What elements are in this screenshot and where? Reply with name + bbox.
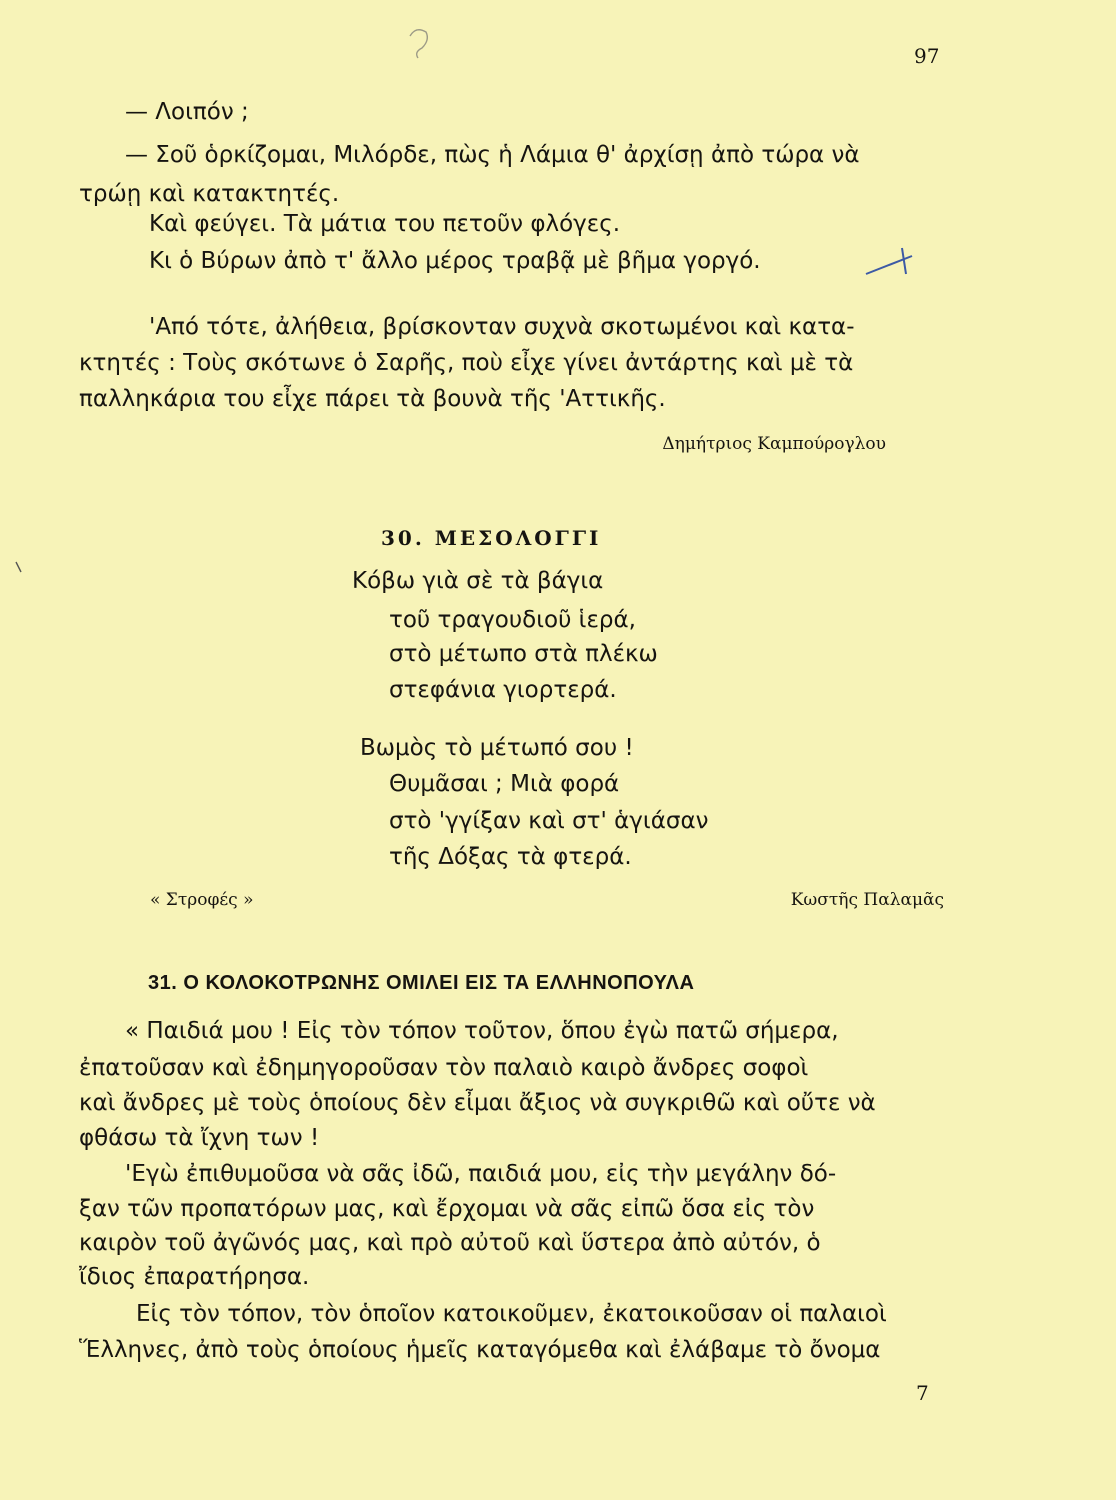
section-heading: 31. Ο ΚΟΛΟΚΟΤΡΩΝΗΣ ΟΜΙΛΕΙ ΕΙΣ ΤΑ ΕΛΛΗΝΟΠΟΥΛΑ bbox=[148, 972, 695, 994]
annotation-mark-icon bbox=[862, 244, 920, 280]
poem-line: στὸ 'γγίξαν καὶ στ' ἁγιάσαν bbox=[389, 808, 709, 834]
text-line: Εἰς τὸν τόπον, τὸν ὁποῖον κατοικοῦμεν, ἐκατοικοῦσαν οἱ παλαιοὶ bbox=[136, 1301, 887, 1327]
text-line: τρώῃ καὶ κατακτητές. bbox=[79, 181, 340, 207]
text-line: κτητές : Τοὺς σκότωνε ὁ Σαρῆς, ποὺ εἶχε γίνει ἀντάρτης καὶ μὲ τὰ bbox=[79, 350, 854, 376]
poem-line: Βωμὸς τὸ μέτωπό σου ! bbox=[360, 735, 634, 761]
poem-source: « Στροφές » bbox=[150, 890, 254, 910]
text-line: παλληκάρια του εἶχε πάρει τὰ βουνὰ τῆς 'Αττικῆς. bbox=[79, 386, 666, 412]
text-line: Ἕλληνες, ἀπὸ τοὺς ὁποίους ἡμεῖς καταγόμεθα καὶ ἐλάβαμε τὸ ὄνομα bbox=[79, 1337, 881, 1363]
text-line: καὶ ἄνδρες μὲ τοὺς ὁποίους δὲν εἶμαι ἄξιος νὰ συγκριθῶ καὶ οὔτε νὰ bbox=[79, 1090, 876, 1116]
author-signature: Κωστῆς Παλαμᾶς bbox=[790, 890, 944, 910]
margin-tick-icon bbox=[14, 560, 24, 574]
poem-line: τοῦ τραγουδιοῦ ἱερά, bbox=[389, 607, 636, 633]
section-heading: 30. ΜΕΣΟΛΟΓΓΙ bbox=[381, 526, 602, 550]
poem-line: στεφάνια γιορτερά. bbox=[389, 677, 617, 703]
text-line: καιρὸν τοῦ ἀγῶνός μας, καὶ πρὸ αὐτοῦ καὶ ὕστερα ἀπὸ αὐτόν, ὁ bbox=[79, 1230, 821, 1256]
poem-line: Κόβω γιὰ σὲ τὰ βάγια bbox=[352, 568, 604, 594]
text-line: ἐπατοῦσαν καὶ ἐδημηγοροῦσαν τὸν παλαιὸ καιρὸ ἄνδρες σοφοὶ bbox=[79, 1055, 809, 1081]
text-line: Καὶ φεύγει. Τὰ μάτια του πετοῦν φλόγες. bbox=[149, 211, 621, 237]
footer-signature-number: 7 bbox=[916, 1381, 929, 1405]
text-line: — Σοῦ ὁρκίζομαι, Μιλόρδε, πὼς ἡ Λάμια θ' ἀρχίσῃ ἀπὸ τώρα νὰ bbox=[125, 142, 860, 168]
text-line: ἴδιος ἐπαρατήρησα. bbox=[79, 1264, 310, 1290]
pencil-mark-icon bbox=[400, 22, 440, 62]
text-line: ξαν τῶν προπατόρων μας, καὶ ἔρχομαι νὰ σᾶς εἰπῶ ὅσα εἰς τὸν bbox=[79, 1196, 815, 1222]
page-number: 97 bbox=[914, 44, 940, 68]
author-signature: Δημήτριος Καμπούρογλου bbox=[662, 434, 886, 454]
poem-line: στὸ μέτωπο στὰ πλέκω bbox=[389, 641, 658, 667]
text-line: Κι ὁ Βύρων ἀπὸ τ' ἄλλο μέρος τραβᾷ μὲ βῆμα γοργό. bbox=[149, 248, 761, 274]
text-line: φθάσω τὰ ἴχνη των ! bbox=[79, 1125, 320, 1151]
poem-line: τῆς Δόξας τὰ φτερά. bbox=[389, 844, 632, 870]
text-line: 'Από τότε, ἀλήθεια, βρίσκονταν συχνὰ σκοτωμένοι καὶ κατα- bbox=[149, 314, 855, 340]
poem-line: Θυμᾶσαι ; Μιὰ φορά bbox=[389, 771, 620, 797]
text-line: 'Εγὼ ἐπιθυμοῦσα νὰ σᾶς ἰδῶ, παιδιά μου, εἰς τὴν μεγάλην δό- bbox=[125, 1161, 837, 1187]
text-line: — Λοιπόν ; bbox=[125, 99, 249, 125]
text-line: « Παιδιά μου ! Εἰς τὸν τόπον τοῦτον, ὅπου ἐγὼ πατῶ σήμερα, bbox=[125, 1018, 839, 1044]
